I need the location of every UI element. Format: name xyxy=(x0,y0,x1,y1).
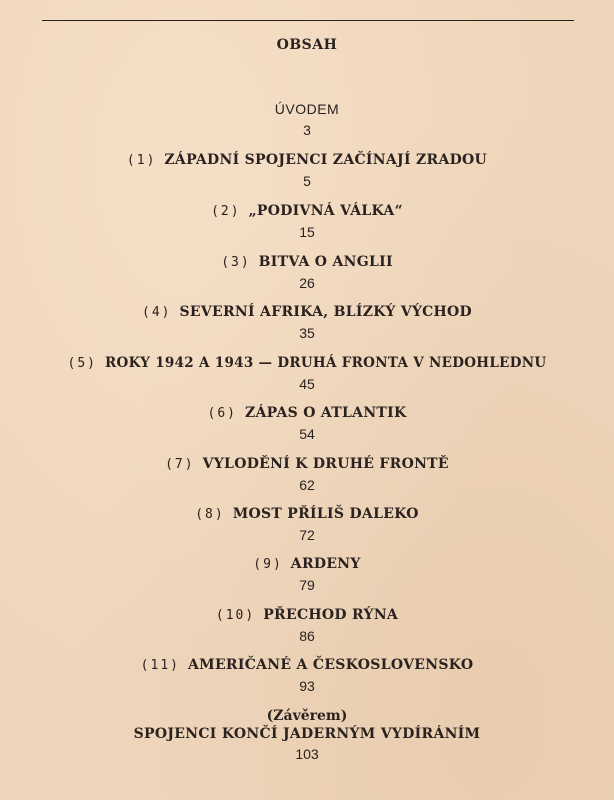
top-rule xyxy=(42,20,574,21)
toc-entry-title: ARDENY xyxy=(290,556,361,572)
toc-entry-title: SEVERNÍ AFRIKA, BLÍZKÝ VÝCHOD xyxy=(179,304,472,320)
toc-entry-page: 15 xyxy=(299,224,315,240)
toc-entry-chapter-8 xyxy=(0,505,614,544)
toc-entry-chapter-10 xyxy=(0,606,614,645)
toc-entry-title: ÚVODEM xyxy=(274,101,340,117)
toc-entry-number: (3) xyxy=(221,255,251,270)
toc-entry-title: ZÁPADNÍ SPOJENCI ZAČÍNAJÍ ZRADOU xyxy=(164,152,488,168)
toc-entry-title: ROKY 1942 A 1943 — DRUHÁ FRONTA V NEDOHLEDNU xyxy=(105,355,547,371)
toc-entry-page: 45 xyxy=(299,376,315,392)
toc-entry-title: BITVA O ANGLII xyxy=(258,254,393,270)
toc-entry-page: 72 xyxy=(299,527,315,543)
toc-entry-chapter-7 xyxy=(0,455,614,494)
toc-entry-title: PŘECHOD RÝNA xyxy=(263,607,399,623)
toc-entry-page: 5 xyxy=(303,173,311,189)
toc-entry-conclusion xyxy=(0,707,614,763)
toc-entry-page: 79 xyxy=(299,577,315,593)
toc-entry-chapter-9 xyxy=(0,555,614,594)
page-heading: OBSAH xyxy=(276,37,338,53)
toc-entry-title: MOST PŘÍLIŠ DALEKO xyxy=(232,506,419,522)
toc-entry-label: (Závěrem) xyxy=(266,708,348,724)
toc-entry-number: (4) xyxy=(142,305,172,320)
toc-entry-title: AMERIČANÉ A ČESKOSLOVENSKO xyxy=(187,657,474,673)
toc-entry-page: 103 xyxy=(295,746,319,762)
toc-entry-number: (10) xyxy=(215,608,256,623)
toc-entry-page: 35 xyxy=(299,325,315,341)
toc-entry-page: 62 xyxy=(299,477,315,493)
toc-entry-chapter-1 xyxy=(0,151,614,190)
toc-entry-chapter-11 xyxy=(0,656,614,695)
toc-entry-chapter-3 xyxy=(0,253,614,292)
toc-entry-number: (11) xyxy=(140,658,180,673)
toc-entry-number: (1) xyxy=(126,153,157,168)
toc-entry-title: „PODIVNÁ VÁLKA“ xyxy=(248,203,403,219)
toc-entry-title: SPOJENCI KONČÍ JADERNÝM VYDÍRÁNÍM xyxy=(133,726,481,742)
toc-entry-page: 86 xyxy=(299,628,315,644)
toc-entry-number: (8) xyxy=(195,507,225,522)
toc-entry-chapter-2 xyxy=(0,202,614,241)
toc-entry-page: 93 xyxy=(299,678,315,694)
toc-entry-number: (5) xyxy=(67,356,98,371)
toc-entry-number: (7) xyxy=(165,457,195,472)
toc-entry-number: (2) xyxy=(211,204,241,219)
toc-entry-number: (6) xyxy=(207,406,237,421)
toc-entry-title: VYLODĚNÍ K DRUHÉ FRONTĚ xyxy=(202,456,449,472)
toc-entry-page: 3 xyxy=(303,122,311,138)
toc-entry-chapter-5 xyxy=(0,354,614,393)
toc-entry-page: 26 xyxy=(299,275,315,291)
toc-entry-number: (9) xyxy=(253,557,283,572)
toc-entry-intro xyxy=(0,100,614,139)
toc-entry-chapter-6 xyxy=(0,404,614,443)
toc-entry-page: 54 xyxy=(299,426,315,442)
toc-entry-chapter-4 xyxy=(0,303,614,342)
toc-entry-title: ZÁPAS O ATLANTIK xyxy=(245,405,407,421)
